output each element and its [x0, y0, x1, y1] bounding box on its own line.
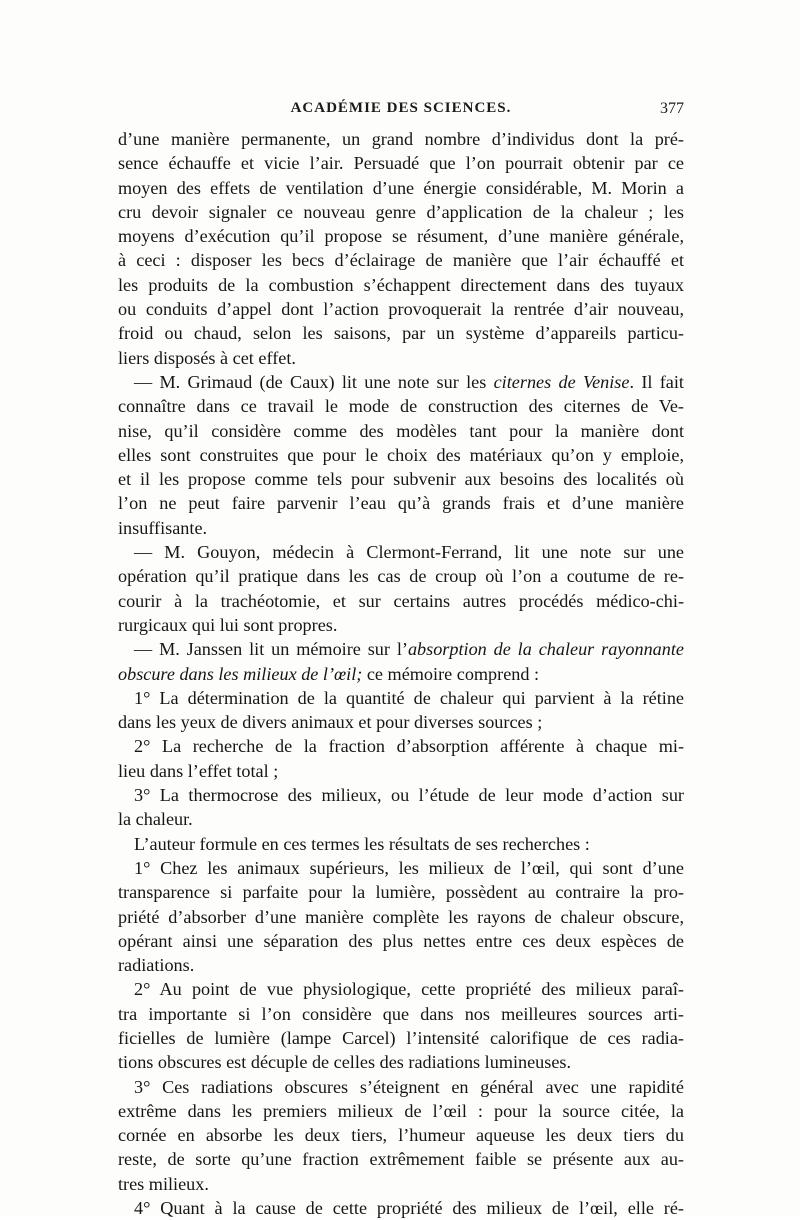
text-line: 2° La recherche de la fraction d’absorption afférente à chaque mi-: [134, 736, 684, 757]
text-line: d’une manière permanente, un grand nombre d’individus dont la pré-: [118, 129, 684, 149]
text-line: reste, de sorte qu’une fraction extrêmement faible se présente aux au-: [118, 1149, 684, 1170]
text-line: les produits de la combustion s’échappent directement dans des tuyaux: [118, 274, 684, 295]
text-line: 1° La détermination de la quantité de chaleur qui parvient à la rétine: [134, 687, 684, 708]
text-line: L’auteur formule en ces termes les résultats de ses recherches :: [134, 833, 590, 854]
running-head: ACADÉMIE DES SCIENCES.: [290, 100, 512, 116]
text-line: ou conduits d’appel dont l’action provoquerait la rentrée d’air nouveau,: [118, 299, 684, 320]
text-line: tra importante si l’on considère que dans nos meilleures sources arti-: [118, 1003, 684, 1024]
text-line: cornée en absorbe les deux tiers, l’humeur aqueuse les deux tiers du: [118, 1125, 684, 1146]
page-number: 377: [660, 100, 684, 117]
text-line: opérant ainsi une séparation des plus nettes entre ces deux espèces de: [118, 930, 684, 951]
text-line: priété d’absorber d’une manière complète les rayons de chaleur obscure,: [118, 906, 684, 927]
text-line: 3° La thermocrose des milieux, ou l’étude de leur mode d’action sur: [134, 785, 684, 806]
text-line: transparence si parfaite pour la lumière, possèdent au contraire la pro-: [118, 882, 684, 903]
body-text: [118, 127, 684, 1220]
text-line: [118, 637, 684, 661]
text-line: à ceci : disposer les becs d’éclairage de manière que l’air échauffé et: [118, 250, 684, 271]
text-run: . Il fait: [629, 371, 684, 392]
text-line: moyen des effets de ventilation d’une énergie considérable, M. Morin a: [118, 177, 684, 198]
text-line: moyens d’exécution qu’il propose se résument, d’une manière générale,: [118, 226, 684, 247]
text-run: — M. Janssen lit un mémoire sur l’: [134, 639, 408, 660]
text-line: froid ou chaud, selon les saisons, par un système d’appareils particu-: [118, 323, 684, 344]
text-line: tions obscures est décuple de celles des radiations lumineuses.: [118, 1052, 572, 1073]
text-line: courir à la trachéotomie, et sur certains autres procédés médico-chi-: [118, 590, 684, 611]
italic-run: absorption de la chaleur rayonnante: [407, 639, 684, 660]
text-line: rurgicaux qui lui sont propres.: [118, 614, 338, 635]
text-run: — M. Grimaud (de Caux) lit une note sur les: [134, 371, 494, 392]
text-line: extrême dans les premiers milieux de l’œil : pour la source citée, la: [118, 1100, 684, 1121]
text-run: ce mémoire comprend :: [362, 663, 540, 684]
text-line: connaître dans ce travail le mode de construction des citernes de Ve-: [118, 396, 684, 417]
text-line: cru devoir signaler ce nouveau genre d’application de la chaleur ; les: [118, 201, 684, 222]
text-line: 3° Ces radiations obscures s’éteignent en général avec une rapidité: [134, 1076, 684, 1097]
text-line: la chaleur.: [118, 809, 193, 830]
text-line: [118, 370, 684, 394]
text-line: et il les propose comme tels pour subvenir aux besoins des localités où: [118, 469, 684, 490]
text-line: — M. Gouyon, médecin à Clermont-Ferrand, lit une note sur une: [134, 542, 684, 563]
text-line: dans les yeux de divers animaux et pour diverses sources ;: [118, 712, 543, 733]
text-line: l’on ne peut faire parvenir l’eau qu’à grands frais et d’une manière: [118, 493, 684, 514]
text-line: 2° Au point de vue physiologique, cette propriété des milieux paraî-: [134, 979, 684, 1000]
text-line: 4° Quant à la cause de cette propriété des milieux de l’œil, elle ré-: [134, 1198, 684, 1219]
text-line: elles sont construites que pour le choix des matériaux qu’on y emploie,: [118, 444, 684, 465]
text-line: ficielles de lumière (lampe Carcel) l’intensité calorifique de ces radia-: [118, 1027, 684, 1048]
text-line: 1° Chez les animaux supérieurs, les milieux de l’œil, qui sont d’une: [134, 857, 684, 878]
text-line: opération qu’il pratique dans les cas de croup où l’on a coutume de re-: [118, 566, 684, 587]
page-header: [118, 100, 684, 124]
text-line: radiations.: [118, 955, 195, 976]
italic-run: obscure dans les milieux de l’œil;: [118, 663, 363, 684]
italic-run: citernes de Venise: [493, 371, 630, 392]
text-line: nise, qu’il considère comme des modèles tant pour la manière dont: [118, 420, 684, 441]
text-line: lieu dans l’effet total ;: [118, 760, 279, 781]
text-line: sence échauffe et vicie l’air. Persuadé que l’on pourrait obtenir par ce: [118, 153, 684, 174]
text-line: insuffisante.: [118, 517, 208, 538]
text-line: tres milieux.: [118, 1173, 209, 1194]
text-line: liers disposés à cet effet.: [118, 347, 296, 368]
text-line: [118, 662, 684, 686]
